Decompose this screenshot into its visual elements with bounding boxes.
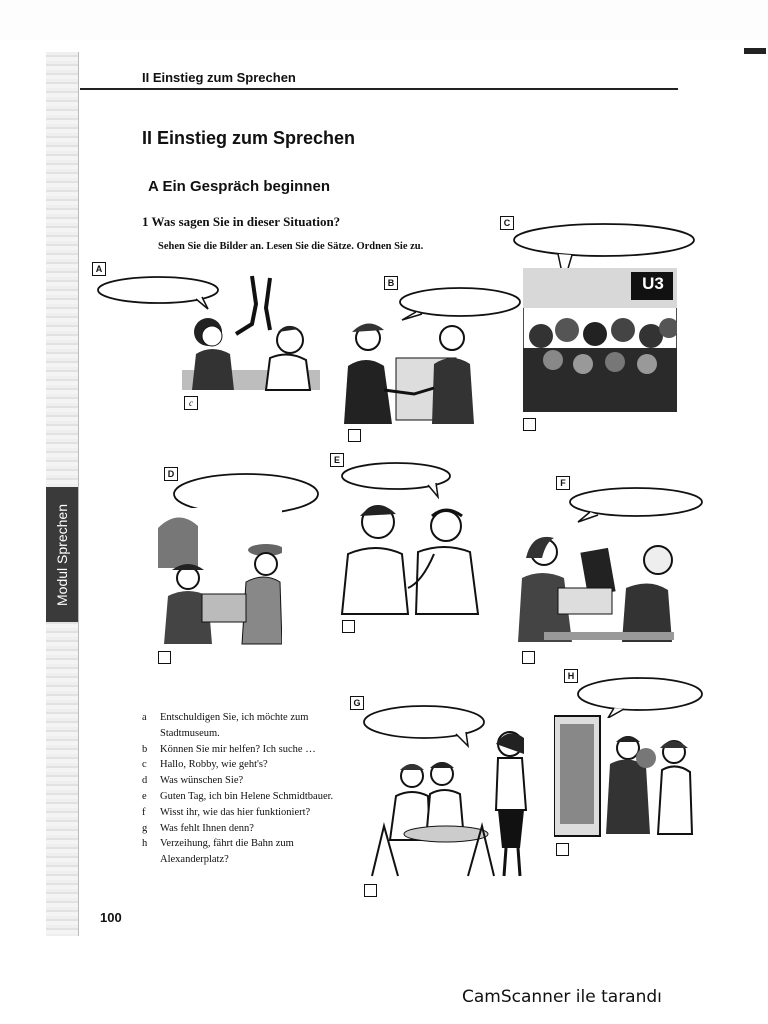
- picture-label-h: H: [564, 669, 578, 683]
- u3-sign-text: U3: [642, 274, 664, 293]
- speech-bubble-f: [566, 486, 706, 526]
- page-number: 100: [100, 910, 122, 925]
- picture-label-d: D: [164, 467, 178, 481]
- subsection-title: A Ein Gespräch beginnen: [148, 178, 330, 195]
- picture-b-handshake-desk: [340, 318, 480, 426]
- answer-box-e[interactable]: [342, 620, 355, 633]
- picture-label-a: A: [92, 262, 106, 276]
- sentence-d: d Was wünschen Sie?: [142, 775, 244, 787]
- picture-f-shop-counter: [514, 528, 674, 646]
- speech-bubble-e: [340, 461, 454, 499]
- picture-h-ticket-machine: [554, 714, 694, 838]
- sentence-list: [142, 710, 333, 868]
- picture-e-doctor-patient: [338, 498, 488, 616]
- answer-box-a[interactable]: c: [184, 396, 198, 410]
- scan-margin: [0, 0, 768, 40]
- sentence-h: h Verzeihung, fährt die Bahn zum: [142, 838, 294, 850]
- sentence-g: g Was fehlt Ihnen denn?: [142, 822, 254, 834]
- answer-box-c[interactable]: [523, 418, 536, 431]
- answer-box-d[interactable]: [158, 651, 171, 664]
- sentence-e: e Guten Tag, ich bin Helene Schmidtbauer.: [142, 790, 334, 802]
- picture-label-c: C: [500, 216, 514, 230]
- sentence-h-continued: Alexanderplatz?: [160, 854, 229, 866]
- sentence-f: f Wisst ihr, wie das hier funktioniert?: [142, 806, 311, 818]
- picture-d-tourists-map: [158, 508, 282, 646]
- picture-label-g: G: [350, 696, 364, 710]
- header-rule: [80, 88, 678, 90]
- sidebar-tab-label: Modul Sprechen: [54, 503, 71, 606]
- sentence-a: a Entschuldigen Sie, ich möchte zum: [142, 712, 309, 723]
- answer-box-b[interactable]: [348, 429, 361, 442]
- answer-box-g[interactable]: [364, 884, 377, 897]
- running-header: II Einstieg zum Sprechen: [142, 70, 296, 85]
- section-title: II Einstieg zum Sprechen: [142, 128, 356, 148]
- sidebar-tab: [46, 487, 78, 622]
- answer-box-f[interactable]: [522, 651, 535, 664]
- sentence-b: b Können Sie mir helfen? Ich suche …: [142, 743, 316, 755]
- task-title: 1 Was sagen Sie in dieser Situation?: [142, 214, 341, 229]
- picture-label-f: F: [556, 476, 570, 490]
- picture-a-two-people-waving: [182, 274, 320, 392]
- picture-g-cafe-waitress: [368, 730, 536, 880]
- sentence-c: c Hallo, Robby, wie geht's?: [142, 759, 268, 771]
- scan-mark: [744, 48, 766, 54]
- speech-bubble-h: [574, 676, 706, 718]
- picture-label-e: E: [330, 453, 344, 467]
- scanner-footer: CamScanner ile tarandı: [462, 987, 662, 1007]
- sentence-a-continued: Stadtmuseum.: [160, 727, 220, 739]
- picture-label-b: B: [384, 276, 398, 290]
- answer-box-h[interactable]: [556, 843, 569, 856]
- task-instruction: Sehen Sie die Bilder an. Lesen Sie die Sätze. Ordnen Sie zu.: [158, 241, 424, 252]
